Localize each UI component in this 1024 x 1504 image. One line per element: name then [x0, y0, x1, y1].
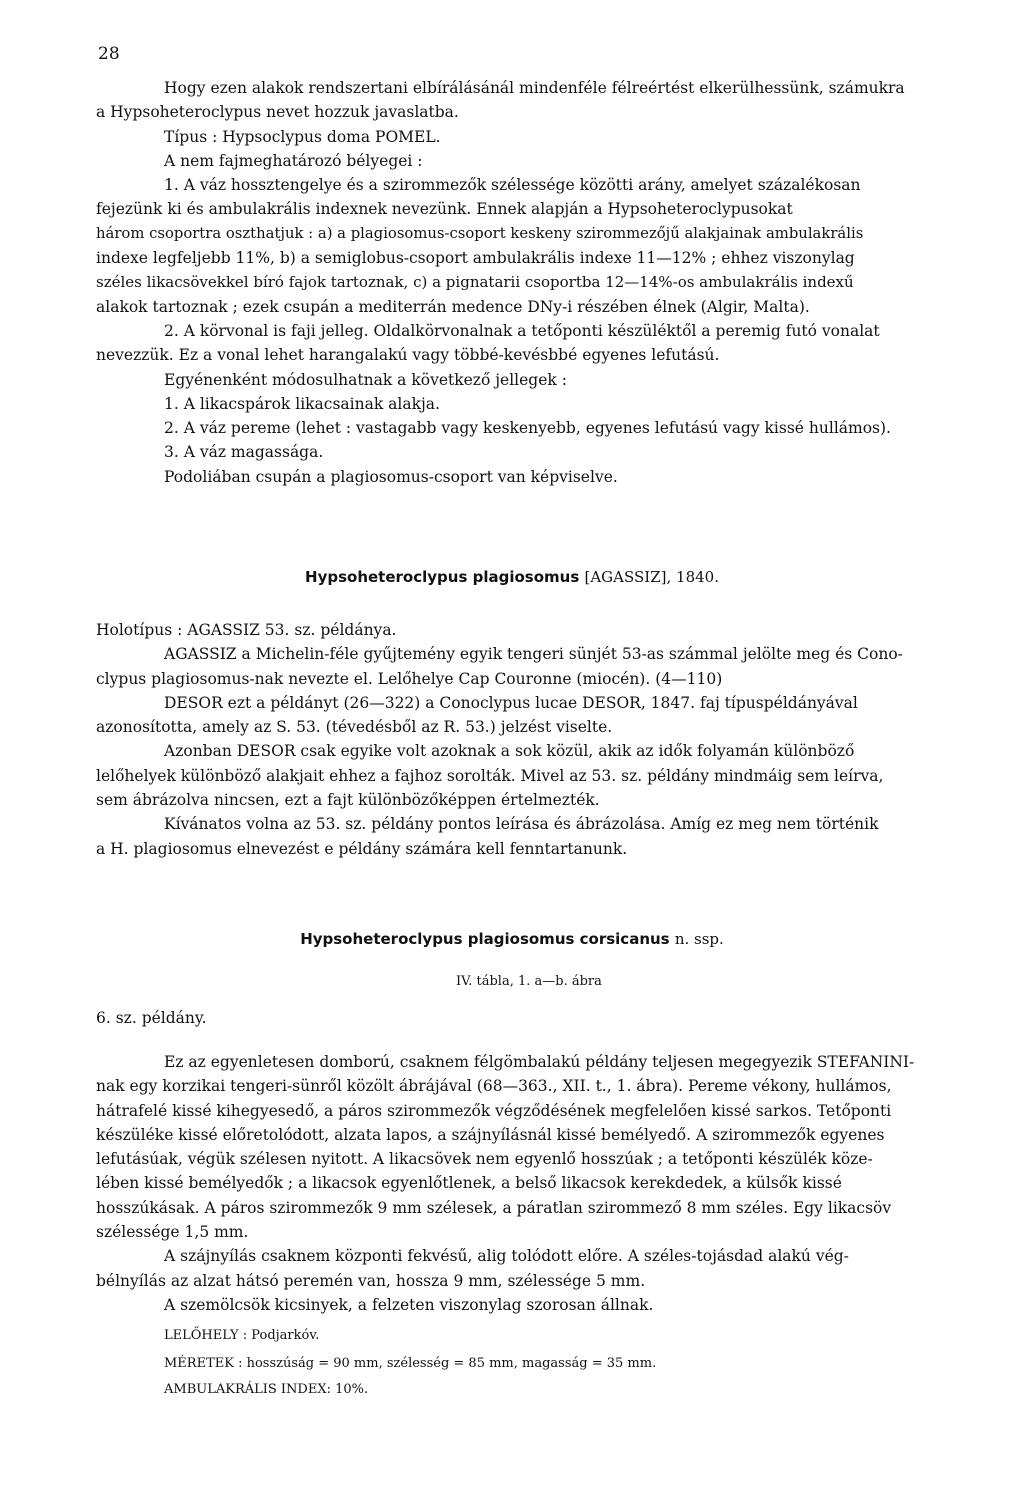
text-line: A nem fajmeghatározó bélyegei : — [164, 151, 423, 170]
text-line: széles likacsövekkel bíró fajok tartoznak, c) a pignatarii csoportba 12—14%-os ambulakrális indexű — [96, 273, 854, 292]
text-line: bélnyílás az alzat hátsó peremén van, hossza 9 mm, szélessége 5 mm. — [96, 1271, 646, 1290]
text-line: 1. A likacspárok likacsainak alakja. — [164, 394, 440, 413]
locality: LELŐHELY : Podjarkóv. — [164, 1328, 320, 1343]
text-line: a H. plagiosomus elnevezést e példány számára kell fenntartanunk. — [96, 839, 628, 858]
text-line: A szájnyílás csaknem központi fekvésű, alig tolódott előre. A széles-tojásdad alakú vég- — [164, 1247, 849, 1266]
text-line: 2. A váz pereme (lehet : vastagabb vagy keskenyebb, egyenes lefutású vagy kissé hullámos). — [164, 419, 891, 438]
section-title — [0, 568, 1024, 586]
section-title-bold: Hypsoheteroclypus plagiosomus — [305, 568, 580, 586]
text-line: három csoportra oszthatjuk : a) a plagiosomus-csoport keskeny szirommezőjű alakjainak ambulakrális — [96, 224, 864, 242]
text-line: hosszúkásak. A páros szirommezők 9 mm szélesek, a páratlan szirommező 8 mm széles. Egy likacsöv — [96, 1198, 892, 1217]
text-line: lefutásúak, végük szélesen nyitott. A likacsövek nem egyenlő hosszúak ; a tetőponti készülék köze- — [96, 1150, 873, 1169]
ambulacral-index: AMBULAKRÁLIS INDEX: 10%. — [164, 1382, 369, 1397]
text-line: clypus plagiosomus-nak nevezte el. Lelőhelye Cap Couronne (miocén). (4—110) — [96, 669, 723, 688]
text-line: 3. A váz magassága. — [164, 443, 324, 462]
text-line: Azonban DESOR csak egyike volt azoknak a sok közül, akik az idők folyamán különböző — [164, 742, 855, 761]
measurements: MÉRETEK : hosszúság = 90 mm, szélesség = 85 mm, magasság = 35 mm. — [164, 1356, 657, 1371]
text-line: Holotípus : AGASSIZ 53. sz. példánya. — [96, 621, 397, 639]
text-line: 2. A körvonal is faji jelleg. Oldalkörvonalnak a tetőponti készüléktől a peremig futó vonalat — [164, 321, 880, 340]
section-title-bold: Hypsoheteroclypus plagiosomus corsicanus — [300, 930, 670, 948]
text-line: készüléke kissé előretolódott, alzata lapos, a szájnyílásnál kissé bemélyedő. A szirommezők egyenes — [96, 1125, 885, 1144]
text-line: Kívánatos volna az 53. sz. példány pontos leírása és ábrázolása. Amíg ez meg nem történik — [164, 815, 879, 834]
text-line: Ez az egyenletesen domború, csaknem félgömbalakú példány teljesen megegyezik STEFANINI- — [164, 1053, 915, 1071]
text-line: Típus : Hypsoclypus doma POMEL. — [164, 127, 441, 146]
text-line: Podoliában csupán a plagiosomus-csoport van képviselve. — [164, 467, 618, 486]
text-line: a Hypsoheteroclypus nevet hozzuk javaslatba. — [96, 103, 459, 122]
text-line: Hogy ezen alakok rendszertani elbírálásánál mindenféle félreértést elkerülhessünk, számukra — [164, 79, 905, 97]
text-line: sem ábrázolva nincsen, ezt a fajt különbözőképpen értelmezték. — [96, 791, 600, 810]
page-number: 28 — [98, 44, 120, 64]
section-title-rest: [AGASSIZ], 1840. — [584, 568, 719, 586]
intro-text — [96, 76, 980, 489]
text-line: szélessége 1,5 mm. — [96, 1223, 249, 1242]
text-line: 1. A váz hossztengelye és a szirommezők szélessége közötti arány, amelyet százalékosan — [164, 176, 861, 195]
text-line: 6. sz. példány. — [96, 1009, 207, 1027]
text-line: lében kissé bemélyedők ; a likacsok egyenlőtlenek, a belső likacsok kerekdedek, a külsők kissé — [96, 1174, 842, 1193]
specimen-label — [96, 1006, 980, 1030]
text-line: AGASSIZ a Michelin-féle gyűjtemény egyik tengeri sünjét 53-as számmal jelölte meg és Cono- — [164, 645, 903, 664]
text-line: DESOR ezt a példányt (26—322) a Conoclypus lucae DESOR, 1847. faj típuspéldányával — [164, 693, 858, 712]
section-title — [0, 930, 1024, 948]
text-line: nevezzük. Ez a vonal lehet harangalakú vagy többé-kevésbbé egyenes lefutású. — [96, 346, 720, 365]
text-line: nak egy korzikai tengeri-sünről közölt ábrájával (68—363., XII. t., 1. ábra). Pereme vékony, hullámos, — [96, 1077, 892, 1096]
text-line: fejezünk ki és ambulakrális indexnek nevezünk. Ennek alapján a Hypsoheteroclypusokat — [96, 200, 793, 219]
section-title-rest: n. ssp. — [674, 930, 724, 948]
text-line: Egyénenként módosulhatnak a következő jellegek : — [164, 370, 567, 389]
text-line: indexe legfeljebb 11%, b) a semiglobus-csoport ambulakrális indexe 11—12% ; ehhez viszonylag — [96, 249, 855, 268]
text-line: hátrafelé kissé kihegyesedő, a páros szirommezők végződésének megfelelően kissé sarkos. Tetőponti — [96, 1101, 892, 1120]
plate-reference: IV. tábla, 1. a—b. ábra — [456, 974, 602, 989]
text-line: alakok tartoznak ; ezek csupán a mediterrán medence DNy-i részében élnek (Algir, Malta). — [96, 297, 810, 316]
text-line: lelőhelyek különböző alakjait ehhez a fajhoz sorolták. Mivel az 53. sz. példány mindmáig sem leírva, — [96, 766, 884, 785]
section2-text — [96, 1050, 980, 1317]
section1-text — [96, 618, 980, 861]
text-line: azonosította, amely az S. 53. (tévedésből az R. 53.) jelzést viselte. — [96, 718, 613, 737]
text-line: A szemölcsök kicsinyek, a felzeten viszonylag szorosan állnak. — [164, 1295, 654, 1314]
